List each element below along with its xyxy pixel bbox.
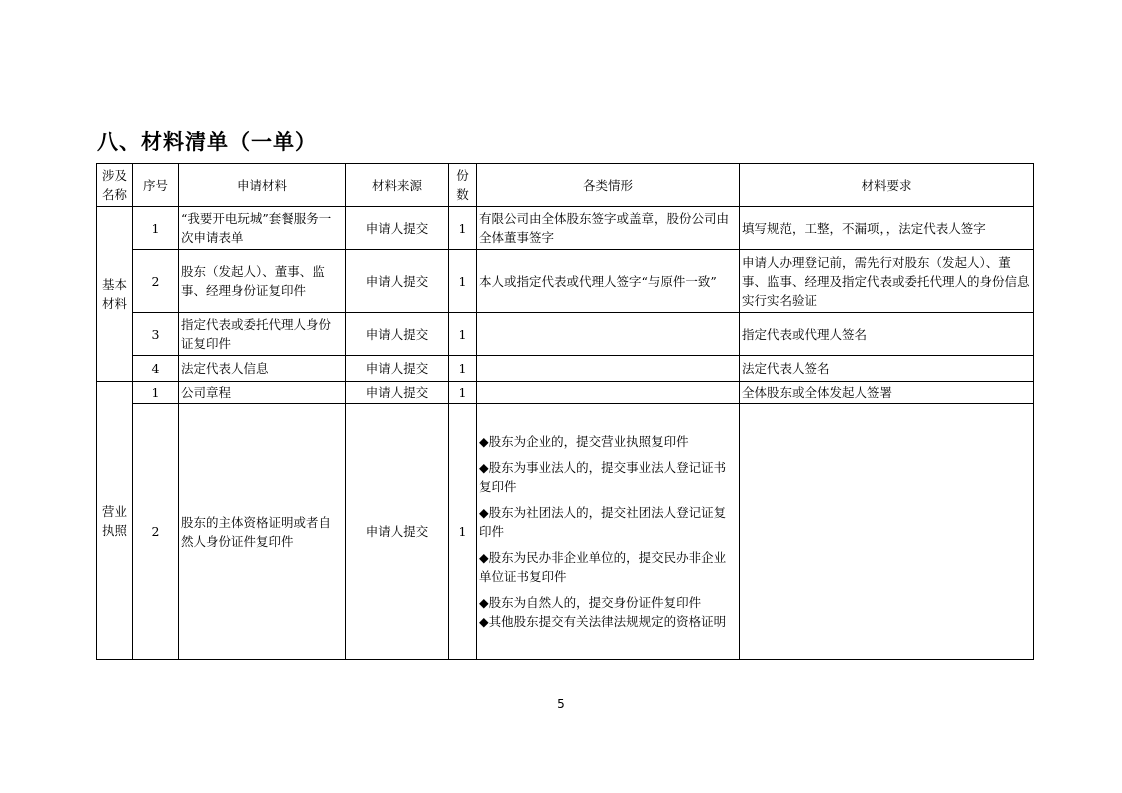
section-heading: 八、材料清单（一单） <box>97 130 317 154</box>
row-number: 2 <box>133 250 179 313</box>
material-copies: 1 <box>449 313 477 356</box>
situation-item: ◆股东为社团法人的，提交社团法人登记证复印件 <box>479 505 727 539</box>
group-name-license: 营业执照 <box>97 382 133 660</box>
material-situation-list <box>477 404 740 660</box>
material-requirement: 指定代表或代理人签名 <box>740 313 1034 356</box>
page-number: 5 <box>557 697 565 711</box>
material-name: 指定代表或委托代理人身份证复印件 <box>179 313 346 356</box>
column-header-requirement: 材料要求 <box>740 164 1034 207</box>
column-header-situation: 各类情形 <box>477 164 740 207</box>
material-copies: 1 <box>449 356 477 382</box>
material-name: “我要开电玩城”套餐服务一次申请表单 <box>179 207 346 250</box>
material-situation <box>477 382 740 404</box>
material-copies: 1 <box>449 404 477 660</box>
table-row <box>97 207 1034 250</box>
row-number: 4 <box>133 356 179 382</box>
material-situation <box>477 313 740 356</box>
material-name: 法定代表人信息 <box>179 356 346 382</box>
column-header-category: 涉及名称 <box>97 164 133 207</box>
group-name-basic: 基本材料 <box>97 207 133 382</box>
material-requirement: 法定代表人签名 <box>740 356 1034 382</box>
material-copies: 1 <box>449 207 477 250</box>
row-number: 3 <box>133 313 179 356</box>
situation-item: ◆股东为事业法人的，提交事业法人登记证书复印件 <box>479 460 727 494</box>
material-copies: 1 <box>449 382 477 404</box>
material-source: 申请人提交 <box>346 250 449 313</box>
material-name: 股东的主体资格证明或者自然人身份证件复印件 <box>179 404 346 660</box>
column-header-number: 序号 <box>133 164 179 207</box>
material-source: 申请人提交 <box>346 356 449 382</box>
material-source: 申请人提交 <box>346 382 449 404</box>
material-requirement: 填写规范，工整，不漏项，，法定代表人签字 <box>740 207 1034 250</box>
row-number: 1 <box>133 382 179 404</box>
material-requirement: 全体股东或全体发起人签署 <box>740 382 1034 404</box>
material-situation: 有限公司由全体股东签字或盖章，股份公司由全体董事签字 <box>477 207 740 250</box>
material-name: 公司章程 <box>179 382 346 404</box>
situation-item: ◆股东为自然人的，提交身份证件复印件 <box>479 595 702 610</box>
situation-item: ◆其他股东提交有关法律法规规定的资格证明 <box>479 614 727 629</box>
material-situation <box>477 356 740 382</box>
table-row <box>97 250 1034 313</box>
situation-item: ◆股东为民办非企业单位的，提交民办非企业单位证书复印件 <box>479 550 727 584</box>
material-source: 申请人提交 <box>346 313 449 356</box>
row-number: 2 <box>133 404 179 660</box>
column-header-source: 材料来源 <box>346 164 449 207</box>
material-source: 申请人提交 <box>346 404 449 660</box>
material-requirement: 申请人办理登记前，需先行对股东（发起人）、董事、监事、经理及指定代表或委托代理人的身份信息实行实名验证 <box>740 250 1034 313</box>
table-row <box>97 382 1034 404</box>
column-header-copies: 份数 <box>449 164 477 207</box>
table-row <box>97 313 1034 356</box>
row-number: 1 <box>133 207 179 250</box>
table-row <box>97 404 1034 660</box>
material-name: 股东（发起人）、董事、监事、经理身份证复印件 <box>179 250 346 313</box>
table-header-row <box>97 164 1034 207</box>
material-source: 申请人提交 <box>346 207 449 250</box>
table-row <box>97 356 1034 382</box>
material-copies: 1 <box>449 250 477 313</box>
material-situation: 本人或指定代表或代理人签字“与原件一致” <box>477 250 740 313</box>
materials-table <box>96 163 1034 660</box>
situation-item: ◆股东为企业的，提交营业执照复印件 <box>479 434 689 449</box>
material-requirement <box>740 404 1034 660</box>
column-header-material: 申请材料 <box>179 164 346 207</box>
